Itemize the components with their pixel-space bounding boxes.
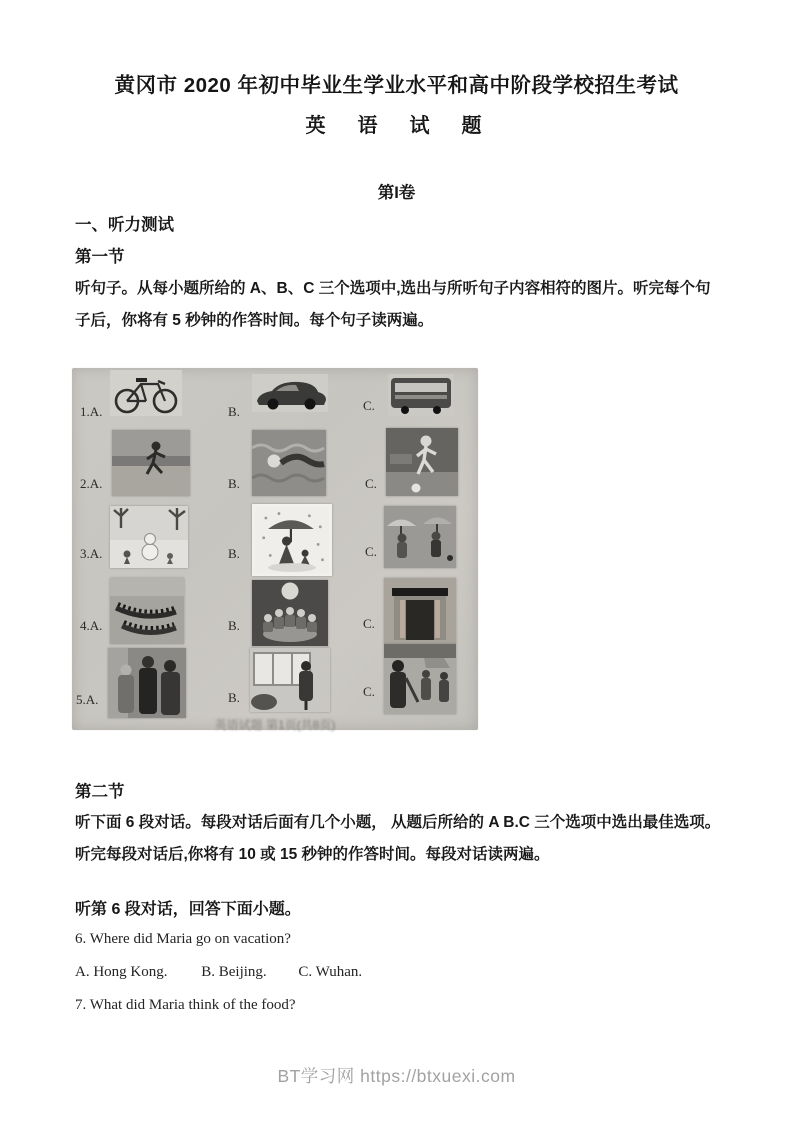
q2-option-b-image-swimmer xyxy=(252,430,326,496)
q3-option-b-image-girl-with-umbrella xyxy=(252,504,332,576)
q4-option-b-image-moon-family-dinner xyxy=(252,580,328,646)
q1-option-b-image-car-icon xyxy=(252,374,328,412)
q4-option-a-label: 4.A. xyxy=(80,618,103,633)
q2-option-c-image-football-player xyxy=(386,428,458,496)
q1-option-a-label: 1.A. xyxy=(80,404,103,419)
q6-option-c: C. Wuhan. xyxy=(298,964,363,980)
q1-option-c-label: C. xyxy=(363,398,375,413)
question-6-text: 6. Where did Maria go on vacation? xyxy=(75,931,291,947)
part1-instructions-line1: 听句子。从每小题所给的 A、B、C 三个选项中,选出与所听句子内容相符的图片。听完每个句 xyxy=(75,280,711,297)
listening-picture-grid xyxy=(72,368,478,730)
part2-instructions-line1: 听下面 6 段对话。每段对话后面有几个小题， 从题后所给的 A B.C 三个选项中选出最佳选项。 xyxy=(75,814,721,831)
q5-option-c-label: C. xyxy=(363,684,375,699)
q4-option-b-label: B. xyxy=(228,618,240,633)
q6-option-b: B. Beijing. xyxy=(201,964,267,980)
q3-option-a-label: 3.A. xyxy=(80,546,103,561)
q1-option-c-image-bus-icon xyxy=(388,374,454,416)
site-watermark: BT学习网 https://btxuexi.com xyxy=(277,1066,516,1086)
page-subtitle: 英 语 试 题 xyxy=(305,115,488,137)
question-6-options xyxy=(75,964,362,981)
q3-option-a-image-snow-scene xyxy=(110,506,188,568)
q6-option-a: A. Hong Kong. xyxy=(75,964,168,980)
dialog6-intro: 听第 6 段对话，回答下面小题。 xyxy=(75,901,301,918)
q4-option-c-label: C. xyxy=(363,616,375,631)
part1-instructions-line2: 子后，你将有 5 秒钟的作答时间。每个句子读两遍。 xyxy=(75,312,434,329)
listening-part2-heading: 第二节 xyxy=(75,783,125,801)
q3-option-b-label: B. xyxy=(228,546,240,561)
q1-option-b-label: B. xyxy=(228,404,240,419)
q4-option-c-image-festival-gate xyxy=(384,578,456,644)
q5-option-b-image-boy-in-room xyxy=(250,648,330,712)
q5-option-c-image-people-outdoors xyxy=(384,644,456,714)
q5-option-a-label: 5.A. xyxy=(76,692,99,707)
q2-option-a-label: 2.A. xyxy=(80,476,103,491)
q2-option-c-label: C. xyxy=(365,476,377,491)
part2-instructions-line2: 听完每段对话后,你将有 10 或 15 秒钟的作答时间。每段对话读两遍。 xyxy=(75,846,550,863)
q2-option-b-label: B. xyxy=(228,476,240,491)
q4-option-a-image-dragon-boat-race xyxy=(110,578,184,644)
question-7-text: 7. What did Maria think of the food? xyxy=(75,997,296,1013)
page-title: 黄冈市 2020 年初中毕业生学业水平和高中阶段学校招生考试 xyxy=(114,74,679,97)
part1-volume-heading: 第I卷 xyxy=(377,184,416,202)
q5-option-a-image-people-group xyxy=(108,648,186,718)
listening-section-heading: 一、听力测试 xyxy=(75,216,174,234)
listening-part1-heading: 第一节 xyxy=(75,248,125,266)
scan-page-footer-caption: 英语试题 第1页(共8页) xyxy=(214,718,336,732)
q2-option-a-image-beach-runner xyxy=(112,430,190,496)
q3-option-c-image-children-with-umbrellas xyxy=(384,506,456,568)
q3-option-c-label: C. xyxy=(365,544,377,559)
q5-option-b-label: B. xyxy=(228,690,240,705)
q1-option-a-image-bicycle-icon xyxy=(110,370,182,416)
